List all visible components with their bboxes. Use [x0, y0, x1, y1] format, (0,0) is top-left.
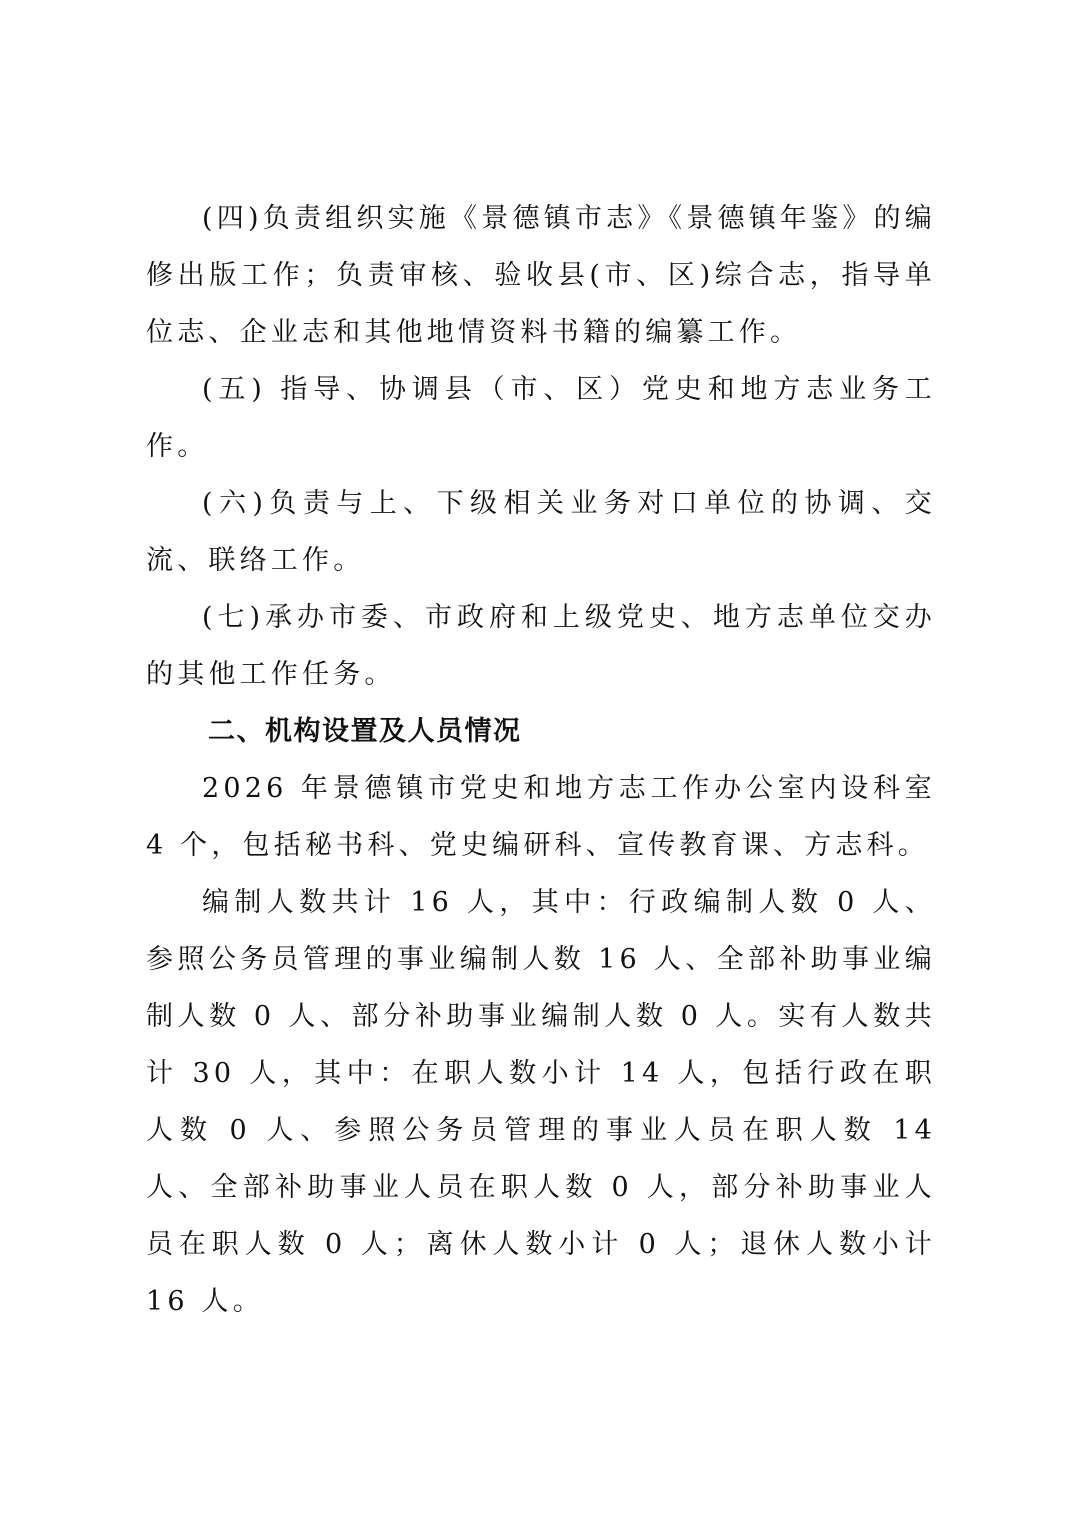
- section-heading: 二、机构设置及人员情况: [208, 716, 522, 747]
- duty-item-7: (七)承办市委、市政府和上级党史、地方志单位交办的其他工作任务。: [146, 602, 936, 690]
- duty-item-5: (五) 指导、协调县（市、区）党史和地方志业务工作。: [146, 374, 936, 462]
- org-paragraph: 2026 年景德镇市党史和地方志工作办公室内设科室 4 个，包括秘书科、党史编研科、宣传教育课、方志科。: [146, 773, 936, 861]
- staff-paragraph: 编制人数共计 16 人，其中：行政编制人数 0 人、参照公务员管理的事业编制人数 16 人、全部补助事业编制人数 0 人、部分补助事业编制人数 0 人。实有人数共计 30 人，其中：在职人数小计 14 人，包括行政在职人数 0 人、参照公务员管理的事业人员在职人数 14 人、全部补助事业人员在职人数 0 人，部分补助事业人员在职人数 0 人；离休人数小计 0 人；退休人数小计 16 人。: [146, 887, 936, 1317]
- document-page: [146, 190, 936, 1330]
- duty-item-4: (四)负责组织实施《景德镇市志》《景德镇年鉴》的编修出版工作；负责审核、验收县(市、区)综合志，指导单位志、企业志和其他地情资料书籍的编纂工作。: [146, 203, 936, 348]
- duty-item-6: (六)负责与上、下级相关业务对口单位的协调、交流、联络工作。: [146, 488, 936, 576]
